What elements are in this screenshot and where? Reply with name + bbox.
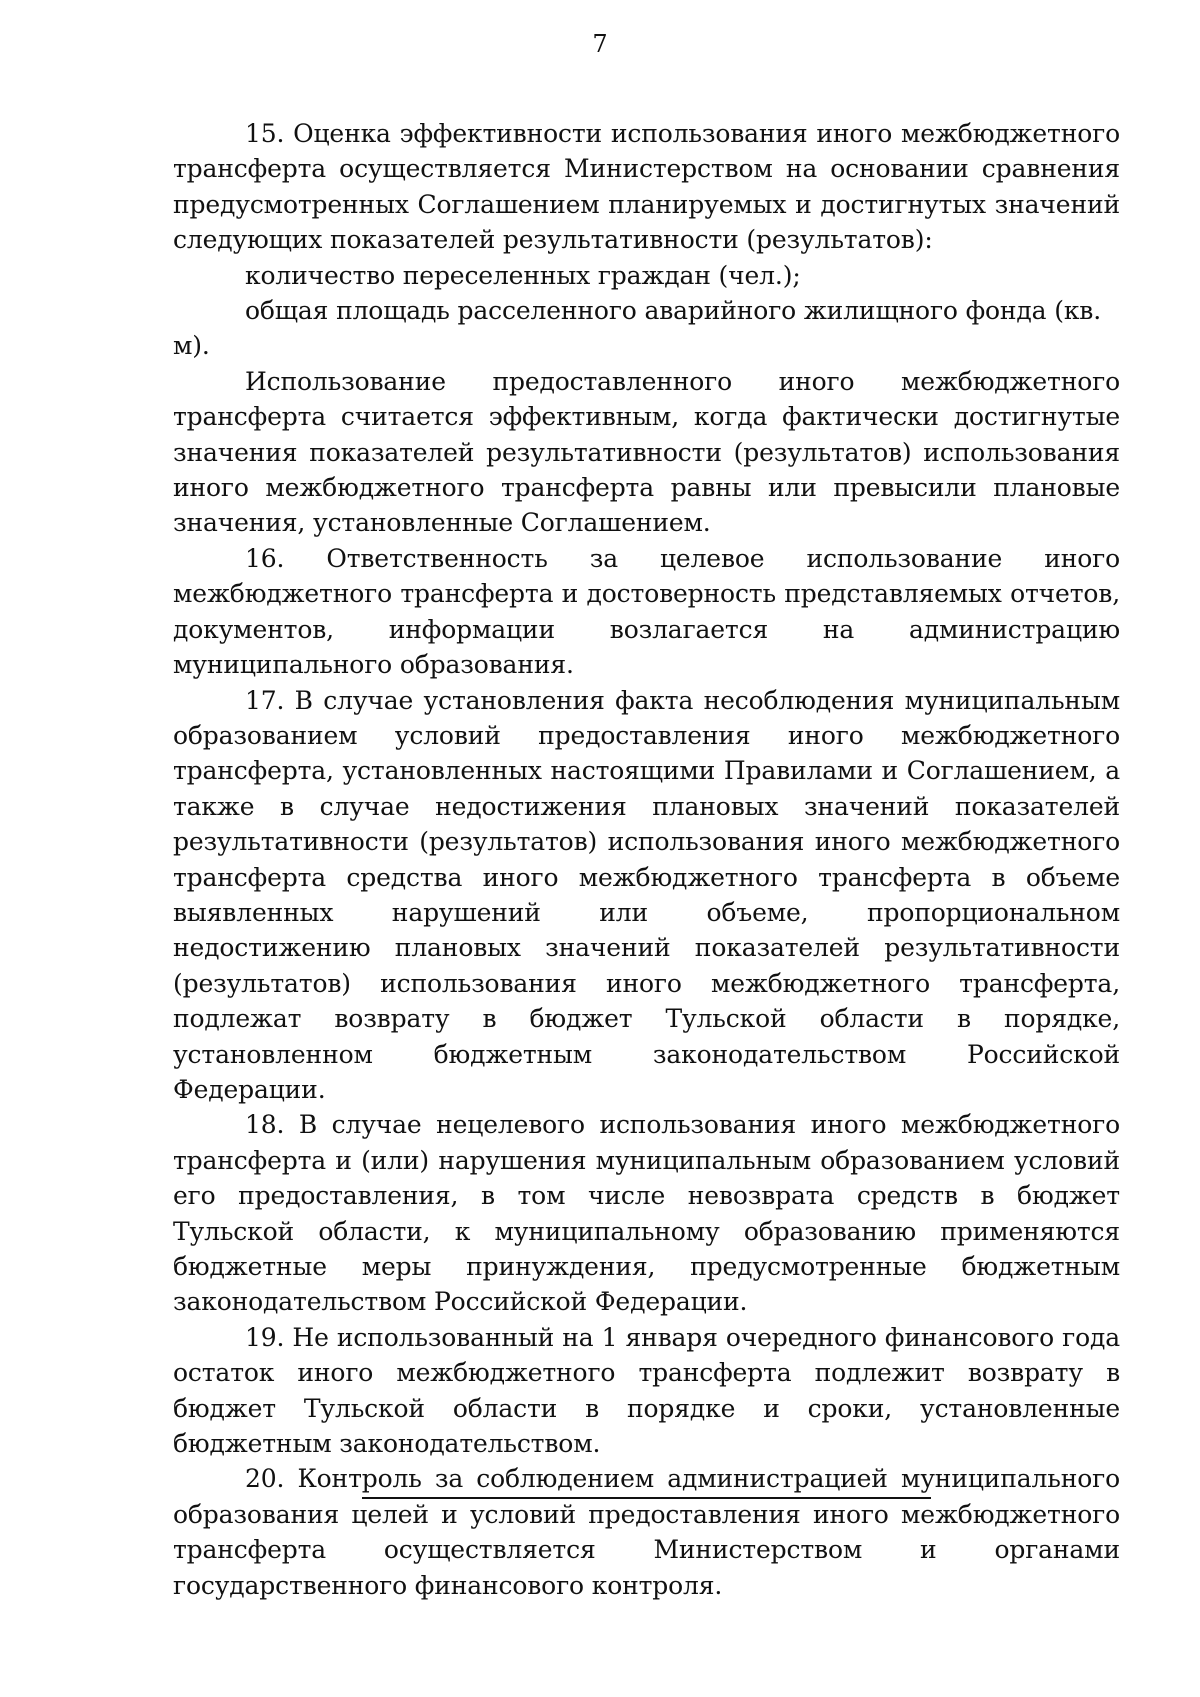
paragraph-17: 17. В случае установления факта несоблюдения муниципальным образованием условий предоставления иного межбюджетного трансферта, установленных настоящими Правилами и Соглашением, а также в случае недостижения плановых значений показателей результативности (результатов) использования иного межбюджетного трансферта средства иного межбюджетного трансферта в объеме выявленных нарушений или объеме, пропорциональном недостижению плановых значений показателей результативности (результатов) использования иного межбюджетного трансферта, подлежат возврату в бюджет Тульской области в порядке, установленном бюджетным законодательством Российской Федерации.: [173, 685, 1120, 1104]
list-item-housing-area: общая площадь расселенного аварийного жилищного фонда (кв. м).: [173, 296, 1102, 361]
paragraph-16: 16. Ответственность за целевое использование иного межбюджетного трансферта и достоверность представляемых отчетов, документов, информации возлагается на администрацию муниципального образования.: [173, 543, 1120, 680]
end-of-document-rule: [362, 1497, 931, 1499]
paragraph-20: 20. Контроль за соблюдением администрацией муниципального образования целей и условий предоставления иного межбюджетного трансферта осуществляется Министерством и органами государственного финансового контроля.: [173, 1464, 1120, 1600]
page-number: 7: [592, 30, 608, 58]
paragraph-18: 18. В случае нецелевого использования иного межбюджетного трансферта и (или) нарушения муниципальным образованием условий его предоставления, в том числе невозврата средств в бюджет Тульской области, к муниципальному образованию применяются бюджетные меры принуждения, предусмотренные бюджетным законодательством Российской Федерации.: [173, 1110, 1120, 1317]
list-item-resettled-citizens: количество переселенных граждан (чел.);: [245, 260, 801, 290]
paragraph-effectiveness: Использование предоставленного иного межбюджетного трансферта считается эффективным, когда фактически достигнутые значения показателей результативности (результатов) использования иного межбюджетного трансферта равны или превысили плановые значения, установленные Соглашением.: [173, 366, 1120, 538]
paragraph-15: 15. Оценка эффективности использования иного межбюджетного трансферта осуществляется Министерством на основании сравнения предусмотренных Соглашением планируемых и достигнутых значений следующих показателей результативности (результатов):: [173, 119, 1120, 255]
paragraph-19: 19. Не использованный на 1 января очередного финансового года остаток иного межбюджетного трансферта подлежит возврату в бюджет Тульской области в порядке и сроки, установленные бюджетным законодательством.: [173, 1322, 1120, 1459]
document-body: [173, 116, 1120, 1603]
